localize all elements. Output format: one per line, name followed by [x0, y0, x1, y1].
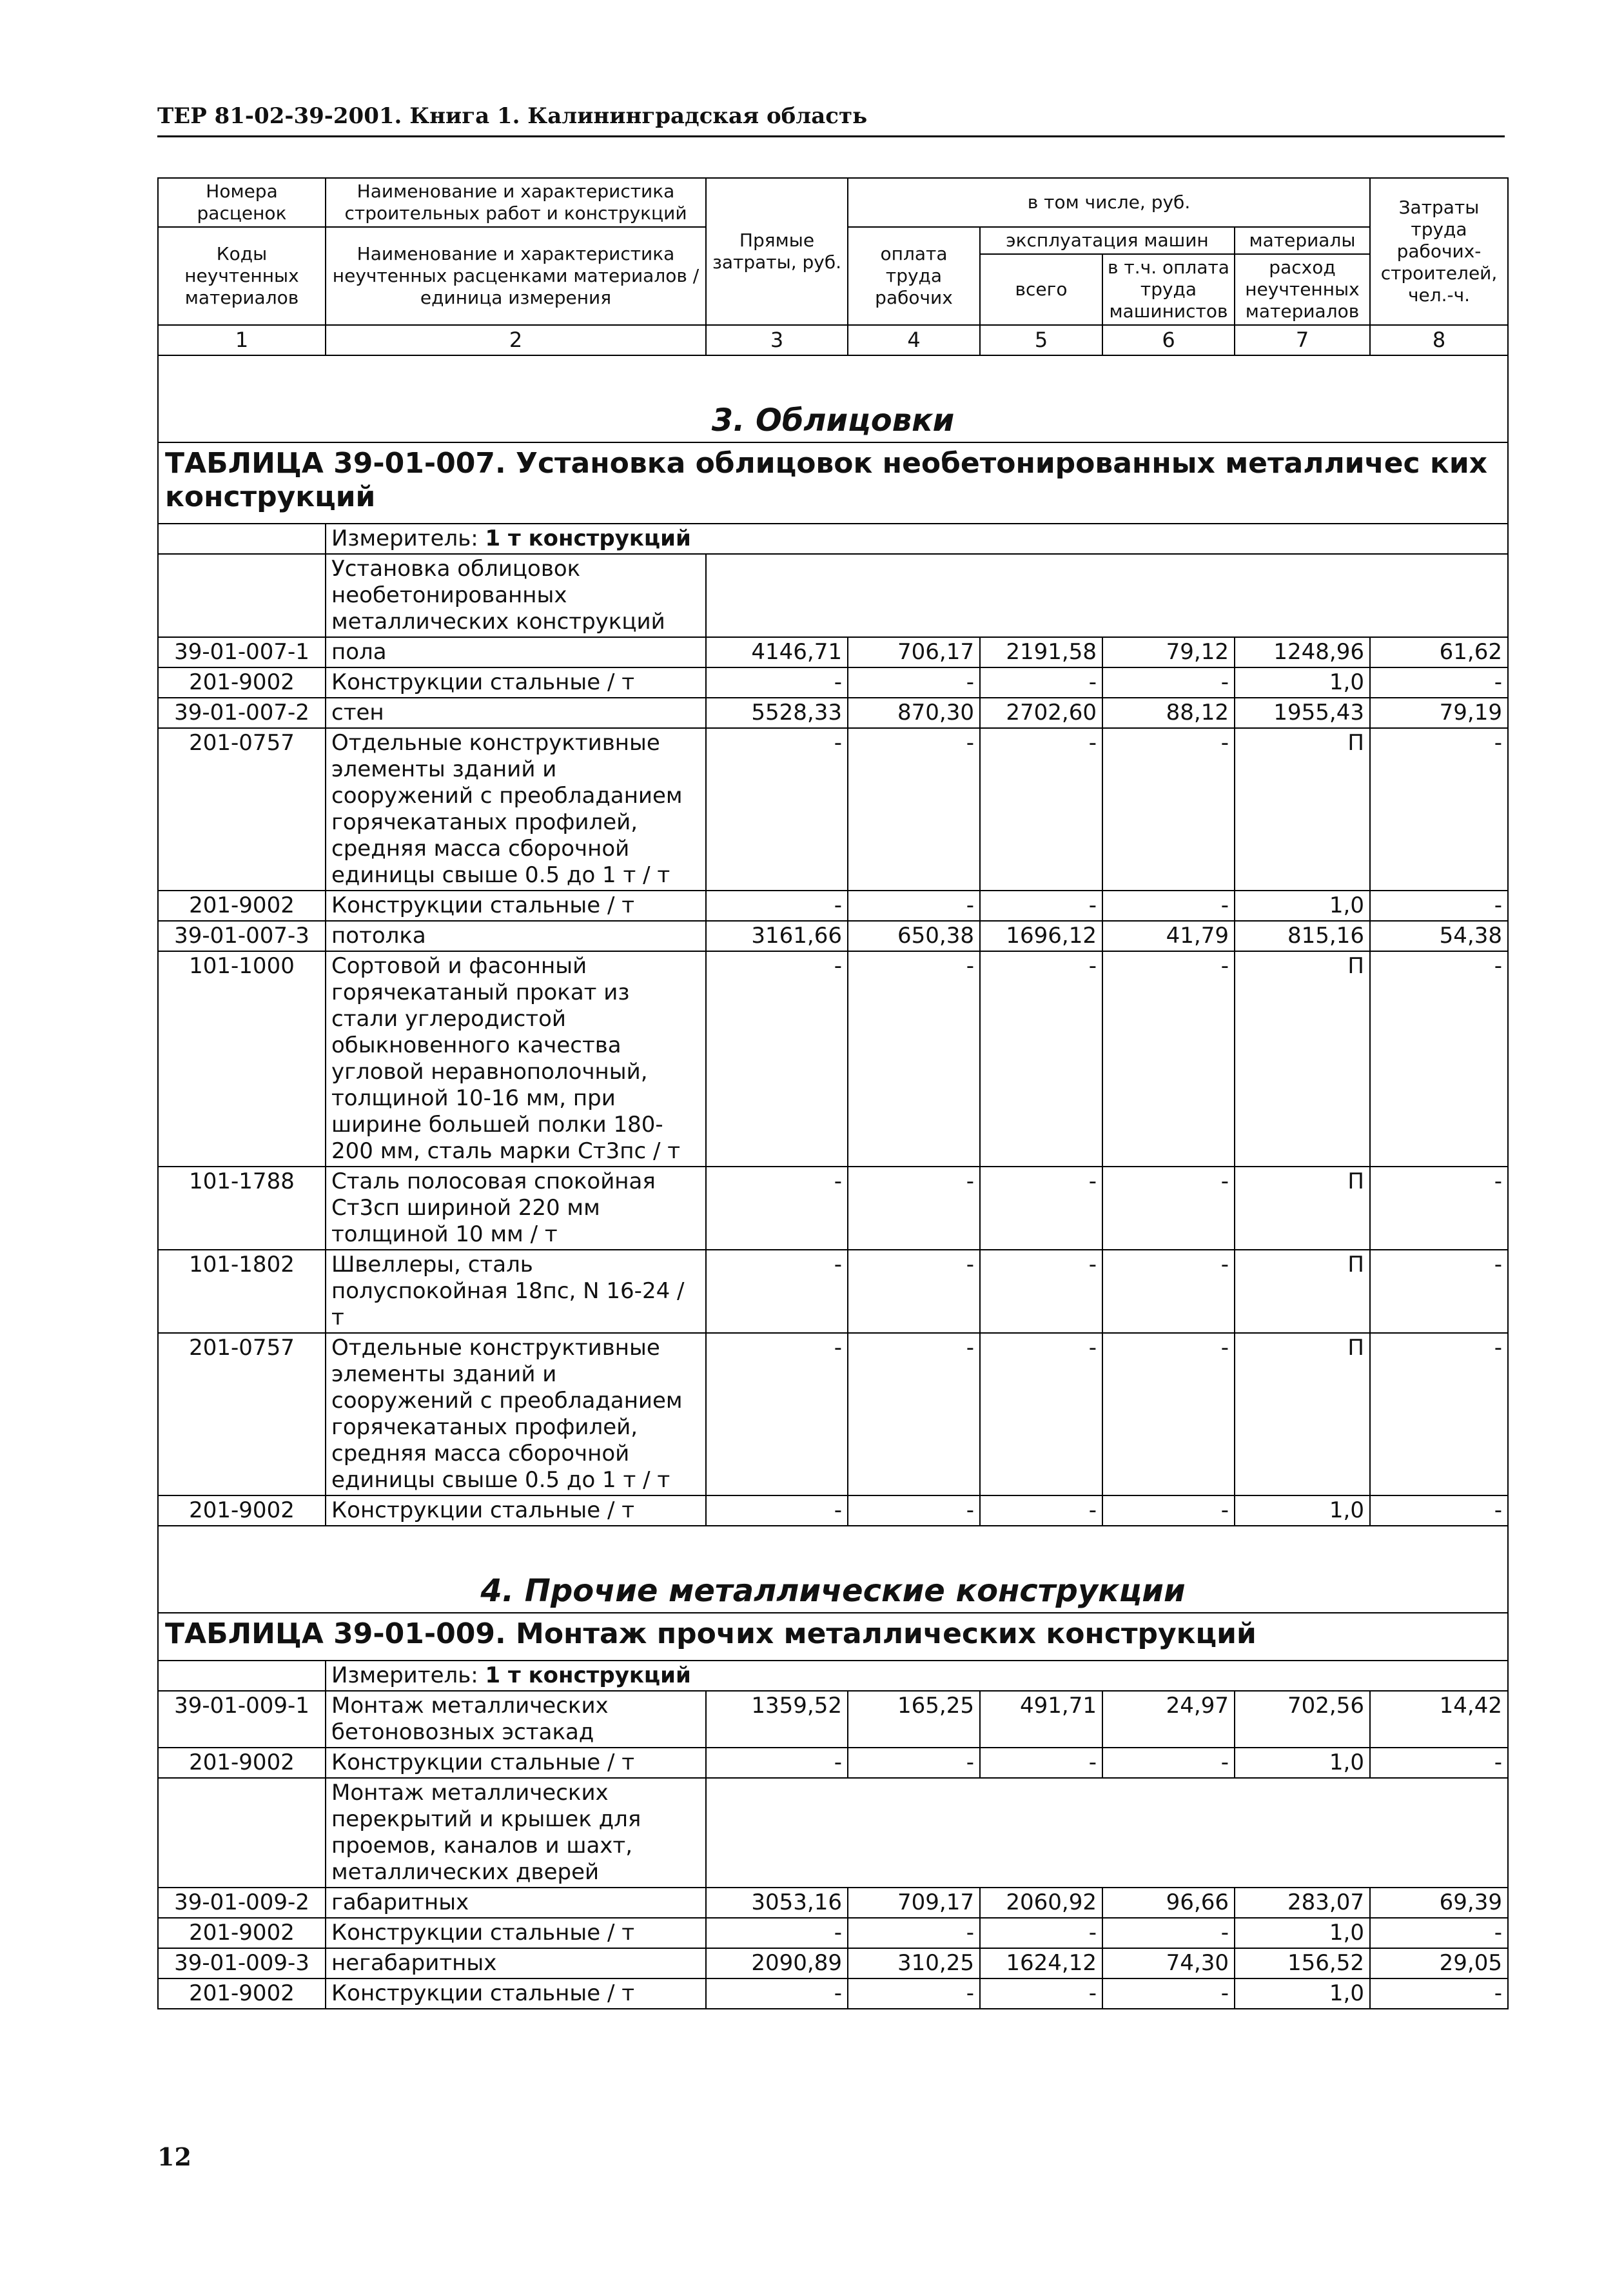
measure-value: 1 т конструкций — [485, 1662, 691, 1688]
materials-value: 815,16 — [1235, 921, 1370, 951]
machine-total-value: - — [980, 728, 1102, 891]
direct-costs-value: - — [706, 1495, 848, 1526]
rate-name: негабаритных — [326, 1948, 706, 1978]
measure-label: Измеритель: — [331, 526, 478, 551]
direct-costs-value: 4146,71 — [706, 637, 848, 667]
material-name: Конструкции стальные / т — [326, 1978, 706, 2009]
material-name: Конструкции стальные / т — [326, 891, 706, 921]
machinist-pay-value: - — [1102, 1978, 1235, 2009]
direct-costs-value: 3161,66 — [706, 921, 848, 951]
labor-pay-value: - — [848, 667, 980, 698]
labor-pay-value: 709,17 — [848, 1888, 980, 1918]
machinist-pay-value: 88,12 — [1102, 698, 1235, 728]
rate-name: пола — [326, 637, 706, 667]
machine-total-value: - — [980, 1333, 1102, 1495]
machinist-pay-value: - — [1102, 667, 1235, 698]
rate-row — [158, 921, 1508, 951]
material-row — [158, 951, 1508, 1167]
machine-total-value: - — [980, 1250, 1102, 1333]
col-num-4: 4 — [848, 325, 980, 355]
materials-value: 1248,96 — [1235, 637, 1370, 667]
materials-value: 1,0 — [1235, 1495, 1370, 1526]
labor-cost-value: - — [1370, 1167, 1508, 1250]
material-code: 201-9002 — [158, 1495, 326, 1526]
col2-top-header: Наименование и характеристика строительных работ и конструкций — [326, 178, 706, 227]
direct-costs-value: 3053,16 — [706, 1888, 848, 1918]
material-row — [158, 728, 1508, 891]
direct-costs-value: - — [706, 667, 848, 698]
direct-costs-value: - — [706, 728, 848, 891]
materials-value: 1,0 — [1235, 891, 1370, 921]
material-code: 201-9002 — [158, 891, 326, 921]
labor-cost-value: 54,38 — [1370, 921, 1508, 951]
machine-total-value: - — [980, 667, 1102, 698]
labor-pay-value: 650,38 — [848, 921, 980, 951]
col-num-5: 5 — [980, 325, 1102, 355]
labor-cost-value: - — [1370, 1250, 1508, 1333]
rate-name: Монтаж металлических бетоновозных эстакад — [326, 1691, 706, 1748]
col-num-2: 2 — [326, 325, 706, 355]
machinist-pay-value: 74,30 — [1102, 1948, 1235, 1978]
rate-row — [158, 637, 1508, 667]
machine-ops-header: эксплуатация машин — [980, 227, 1235, 254]
empty-cell — [706, 1778, 1508, 1888]
labor-pay-value: - — [848, 1978, 980, 2009]
labor-pay-value: - — [848, 1918, 980, 1948]
rate-name: габаритных — [326, 1888, 706, 1918]
materials-header: материалы — [1235, 227, 1370, 254]
material-code: 201-9002 — [158, 667, 326, 698]
machine-total-value: 1696,12 — [980, 921, 1102, 951]
machine-total-value: - — [980, 1167, 1102, 1250]
material-row — [158, 1333, 1508, 1495]
materials-value: 702,56 — [1235, 1691, 1370, 1748]
including-header: в том числе, руб. — [848, 178, 1370, 227]
material-row — [158, 1978, 1508, 2009]
rate-code: 39-01-009-3 — [158, 1948, 326, 1978]
labor-cost-header: Затраты труда рабочих-строителей, чел.-ч. — [1370, 178, 1508, 325]
materials-value: 1955,43 — [1235, 698, 1370, 728]
material-code: 201-0757 — [158, 1333, 326, 1495]
machinist-pay-value: 96,66 — [1102, 1888, 1235, 1918]
material-name: Сортовой и фасонный горячекатаный прокат из стали углеродистой обыкновенного качества угловой неравнополочный, толщиной 10-16 мм, при ширине большей полки 180-200 мм, сталь марки Ст3пс / т — [326, 951, 706, 1167]
labor-cost-value: - — [1370, 1918, 1508, 1948]
material-name: Конструкции стальные / т — [326, 1495, 706, 1526]
machinist-pay-value: - — [1102, 951, 1235, 1167]
rate-row — [158, 1691, 1508, 1748]
direct-costs-value: - — [706, 891, 848, 921]
materials-value: П — [1235, 1250, 1370, 1333]
table-title: ТАБЛИЦА 39-01-007. Установка облицовок необетонированных металличес ких конструкций — [158, 442, 1508, 524]
machinist-pay-value: - — [1102, 1918, 1235, 1948]
material-code: 201-9002 — [158, 1748, 326, 1778]
empty-cell — [706, 554, 1508, 637]
labor-cost-value: 61,62 — [1370, 637, 1508, 667]
material-row — [158, 1748, 1508, 1778]
machine-total-value: - — [980, 1978, 1102, 2009]
empty-cell — [158, 554, 326, 637]
machinist-pay-value: - — [1102, 1167, 1235, 1250]
material-code: 201-0757 — [158, 728, 326, 891]
direct-costs-value: - — [706, 1333, 848, 1495]
machinist-pay-value: - — [1102, 1250, 1235, 1333]
empty-cell — [158, 524, 326, 554]
machine-total-value: - — [980, 891, 1102, 921]
labor-cost-value: 79,19 — [1370, 698, 1508, 728]
page-header: ТЕР 81-02-39-2001. Книга 1. Калининградская область — [157, 103, 1505, 137]
machine-total-header: всего — [980, 254, 1102, 325]
materials-value: П — [1235, 1333, 1370, 1495]
materials-value: 283,07 — [1235, 1888, 1370, 1918]
labor-cost-value: - — [1370, 891, 1508, 921]
materials-value: 1,0 — [1235, 667, 1370, 698]
labor-cost-value: 29,05 — [1370, 1948, 1508, 1978]
machinist-pay-value: - — [1102, 1495, 1235, 1526]
labor-cost-value: - — [1370, 951, 1508, 1167]
rate-row — [158, 1948, 1508, 1978]
material-row — [158, 891, 1508, 921]
labor-pay-value: - — [848, 1167, 980, 1250]
rate-name: потолка — [326, 921, 706, 951]
material-name: Конструкции стальные / т — [326, 1918, 706, 1948]
material-name: Сталь полосовая спокойная Ст3сп шириной 220 мм толщиной 10 мм / т — [326, 1167, 706, 1250]
material-row — [158, 667, 1508, 698]
labor-pay-value: 165,25 — [848, 1691, 980, 1748]
column-numbers-row — [158, 325, 1508, 355]
labor-cost-value: - — [1370, 1495, 1508, 1526]
materials-value: 1,0 — [1235, 1918, 1370, 1948]
labor-cost-value: - — [1370, 1333, 1508, 1495]
rate-row — [158, 1888, 1508, 1918]
machinist-pay-header: в т.ч. оплата труда машинистов — [1102, 254, 1235, 325]
empty-cell — [158, 1661, 326, 1691]
labor-pay-value: 706,17 — [848, 637, 980, 667]
rate-code: 39-01-007-2 — [158, 698, 326, 728]
material-code: 101-1000 — [158, 951, 326, 1167]
rate-code: 39-01-007-1 — [158, 637, 326, 667]
machine-total-value: 2702,60 — [980, 698, 1102, 728]
direct-costs-value: - — [706, 1918, 848, 1948]
machinist-pay-value: - — [1102, 1748, 1235, 1778]
materials-value: 1,0 — [1235, 1978, 1370, 2009]
machine-total-value: - — [980, 1918, 1102, 1948]
machinist-pay-value: - — [1102, 891, 1235, 921]
materials-value: П — [1235, 951, 1370, 1167]
direct-costs-value: - — [706, 1748, 848, 1778]
machinist-pay-value: 79,12 — [1102, 637, 1235, 667]
machine-total-value: 491,71 — [980, 1691, 1102, 1748]
machine-total-value: - — [980, 1748, 1102, 1778]
group-title: Установка облицовок необетонированных металлических конструкций — [326, 554, 706, 637]
direct-costs-value: - — [706, 1250, 848, 1333]
material-name: Конструкции стальные / т — [326, 1748, 706, 1778]
rate-code: 39-01-009-1 — [158, 1691, 326, 1748]
machinist-pay-value: 24,97 — [1102, 1691, 1235, 1748]
page-number: 12 — [157, 2142, 191, 2171]
labor-pay-value: - — [848, 1748, 980, 1778]
section-title: 4. Прочие металлические конструкции — [158, 1526, 1508, 1613]
direct-costs-value: 5528,33 — [706, 698, 848, 728]
material-code: 201-9002 — [158, 1918, 326, 1948]
direct-costs-value: 2090,89 — [706, 1948, 848, 1978]
group-title: Монтаж металлических перекрытий и крышек для проемов, каналов и шахт, металлических дверей — [326, 1778, 706, 1888]
labor-pay-value: - — [848, 1495, 980, 1526]
material-name: Отдельные конструктивные элементы зданий и сооружений с преобладанием горячекатаных профилей, средняя масса сборочной единицы свыше 0.5 до 1 т / т — [326, 728, 706, 891]
section-title: 3. Облицовки — [158, 355, 1508, 442]
machinist-pay-value: 41,79 — [1102, 921, 1235, 951]
material-code: 201-9002 — [158, 1978, 326, 2009]
material-row — [158, 1918, 1508, 1948]
measure-line — [326, 1661, 1508, 1691]
material-name: Отдельные конструктивные элементы зданий и сооружений с преобладанием горячекатаных профилей, средняя масса сборочной единицы свыше 0.5 до 1 т / т — [326, 1333, 706, 1495]
col1-bottom-header: Коды неучтенных материалов — [158, 227, 326, 325]
machine-total-value: - — [980, 1495, 1102, 1526]
direct-costs-value: - — [706, 951, 848, 1167]
table-title: ТАБЛИЦА 39-01-009. Монтаж прочих металлических конструкций — [158, 1613, 1508, 1661]
material-name: Швеллеры, сталь полуспокойная 18пс, N 16-24 / т — [326, 1250, 706, 1333]
material-row — [158, 1495, 1508, 1526]
labor-cost-value: - — [1370, 667, 1508, 698]
col1-top-header: Номера расценок — [158, 178, 326, 227]
materials-consumption-header: расход неучтенных материалов — [1235, 254, 1370, 325]
col2-bottom-header: Наименование и характеристика неучтенных расценками материалов / единица измерения — [326, 227, 706, 325]
material-code: 101-1788 — [158, 1167, 326, 1250]
col-num-8: 8 — [1370, 325, 1508, 355]
material-code: 101-1802 — [158, 1250, 326, 1333]
col-num-7: 7 — [1235, 325, 1370, 355]
materials-value: 156,52 — [1235, 1948, 1370, 1978]
labor-cost-value: - — [1370, 1748, 1508, 1778]
labor-pay-value: - — [848, 728, 980, 891]
labor-cost-value: - — [1370, 1978, 1508, 2009]
measure-line — [326, 524, 1508, 554]
material-row — [158, 1167, 1508, 1250]
machine-total-value: 1624,12 — [980, 1948, 1102, 1978]
machine-total-value: 2191,58 — [980, 637, 1102, 667]
direct-costs-header: Прямые затраты, руб. — [706, 178, 848, 325]
labor-pay-value: - — [848, 1333, 980, 1495]
direct-costs-value: - — [706, 1978, 848, 2009]
rate-code: 39-01-009-2 — [158, 1888, 326, 1918]
labor-pay-value: 310,25 — [848, 1948, 980, 1978]
rate-name: стен — [326, 698, 706, 728]
col-num-1: 1 — [158, 325, 326, 355]
machine-total-value: - — [980, 951, 1102, 1167]
labor-cost-value: 69,39 — [1370, 1888, 1508, 1918]
machinist-pay-value: - — [1102, 1333, 1235, 1495]
materials-value: П — [1235, 1167, 1370, 1250]
labor-pay-header: оплата труда рабочих — [848, 227, 980, 325]
rate-row — [158, 698, 1508, 728]
labor-cost-value: 14,42 — [1370, 1691, 1508, 1748]
labor-pay-value: - — [848, 1250, 980, 1333]
direct-costs-value: 1359,52 — [706, 1691, 848, 1748]
labor-pay-value: 870,30 — [848, 698, 980, 728]
empty-cell — [158, 1778, 326, 1888]
rate-code: 39-01-007-3 — [158, 921, 326, 951]
material-row — [158, 1250, 1508, 1333]
rates-table — [157, 177, 1509, 2009]
col-num-6: 6 — [1102, 325, 1235, 355]
direct-costs-value: - — [706, 1167, 848, 1250]
labor-pay-value: - — [848, 891, 980, 921]
measure-value: 1 т конструкций — [485, 526, 691, 551]
machine-total-value: 2060,92 — [980, 1888, 1102, 1918]
labor-cost-value: - — [1370, 728, 1508, 891]
materials-value: 1,0 — [1235, 1748, 1370, 1778]
labor-pay-value: - — [848, 951, 980, 1167]
measure-label: Измеритель: — [331, 1662, 478, 1688]
materials-value: П — [1235, 728, 1370, 891]
col-num-3: 3 — [706, 325, 848, 355]
machinist-pay-value: - — [1102, 728, 1235, 891]
material-name: Конструкции стальные / т — [326, 667, 706, 698]
